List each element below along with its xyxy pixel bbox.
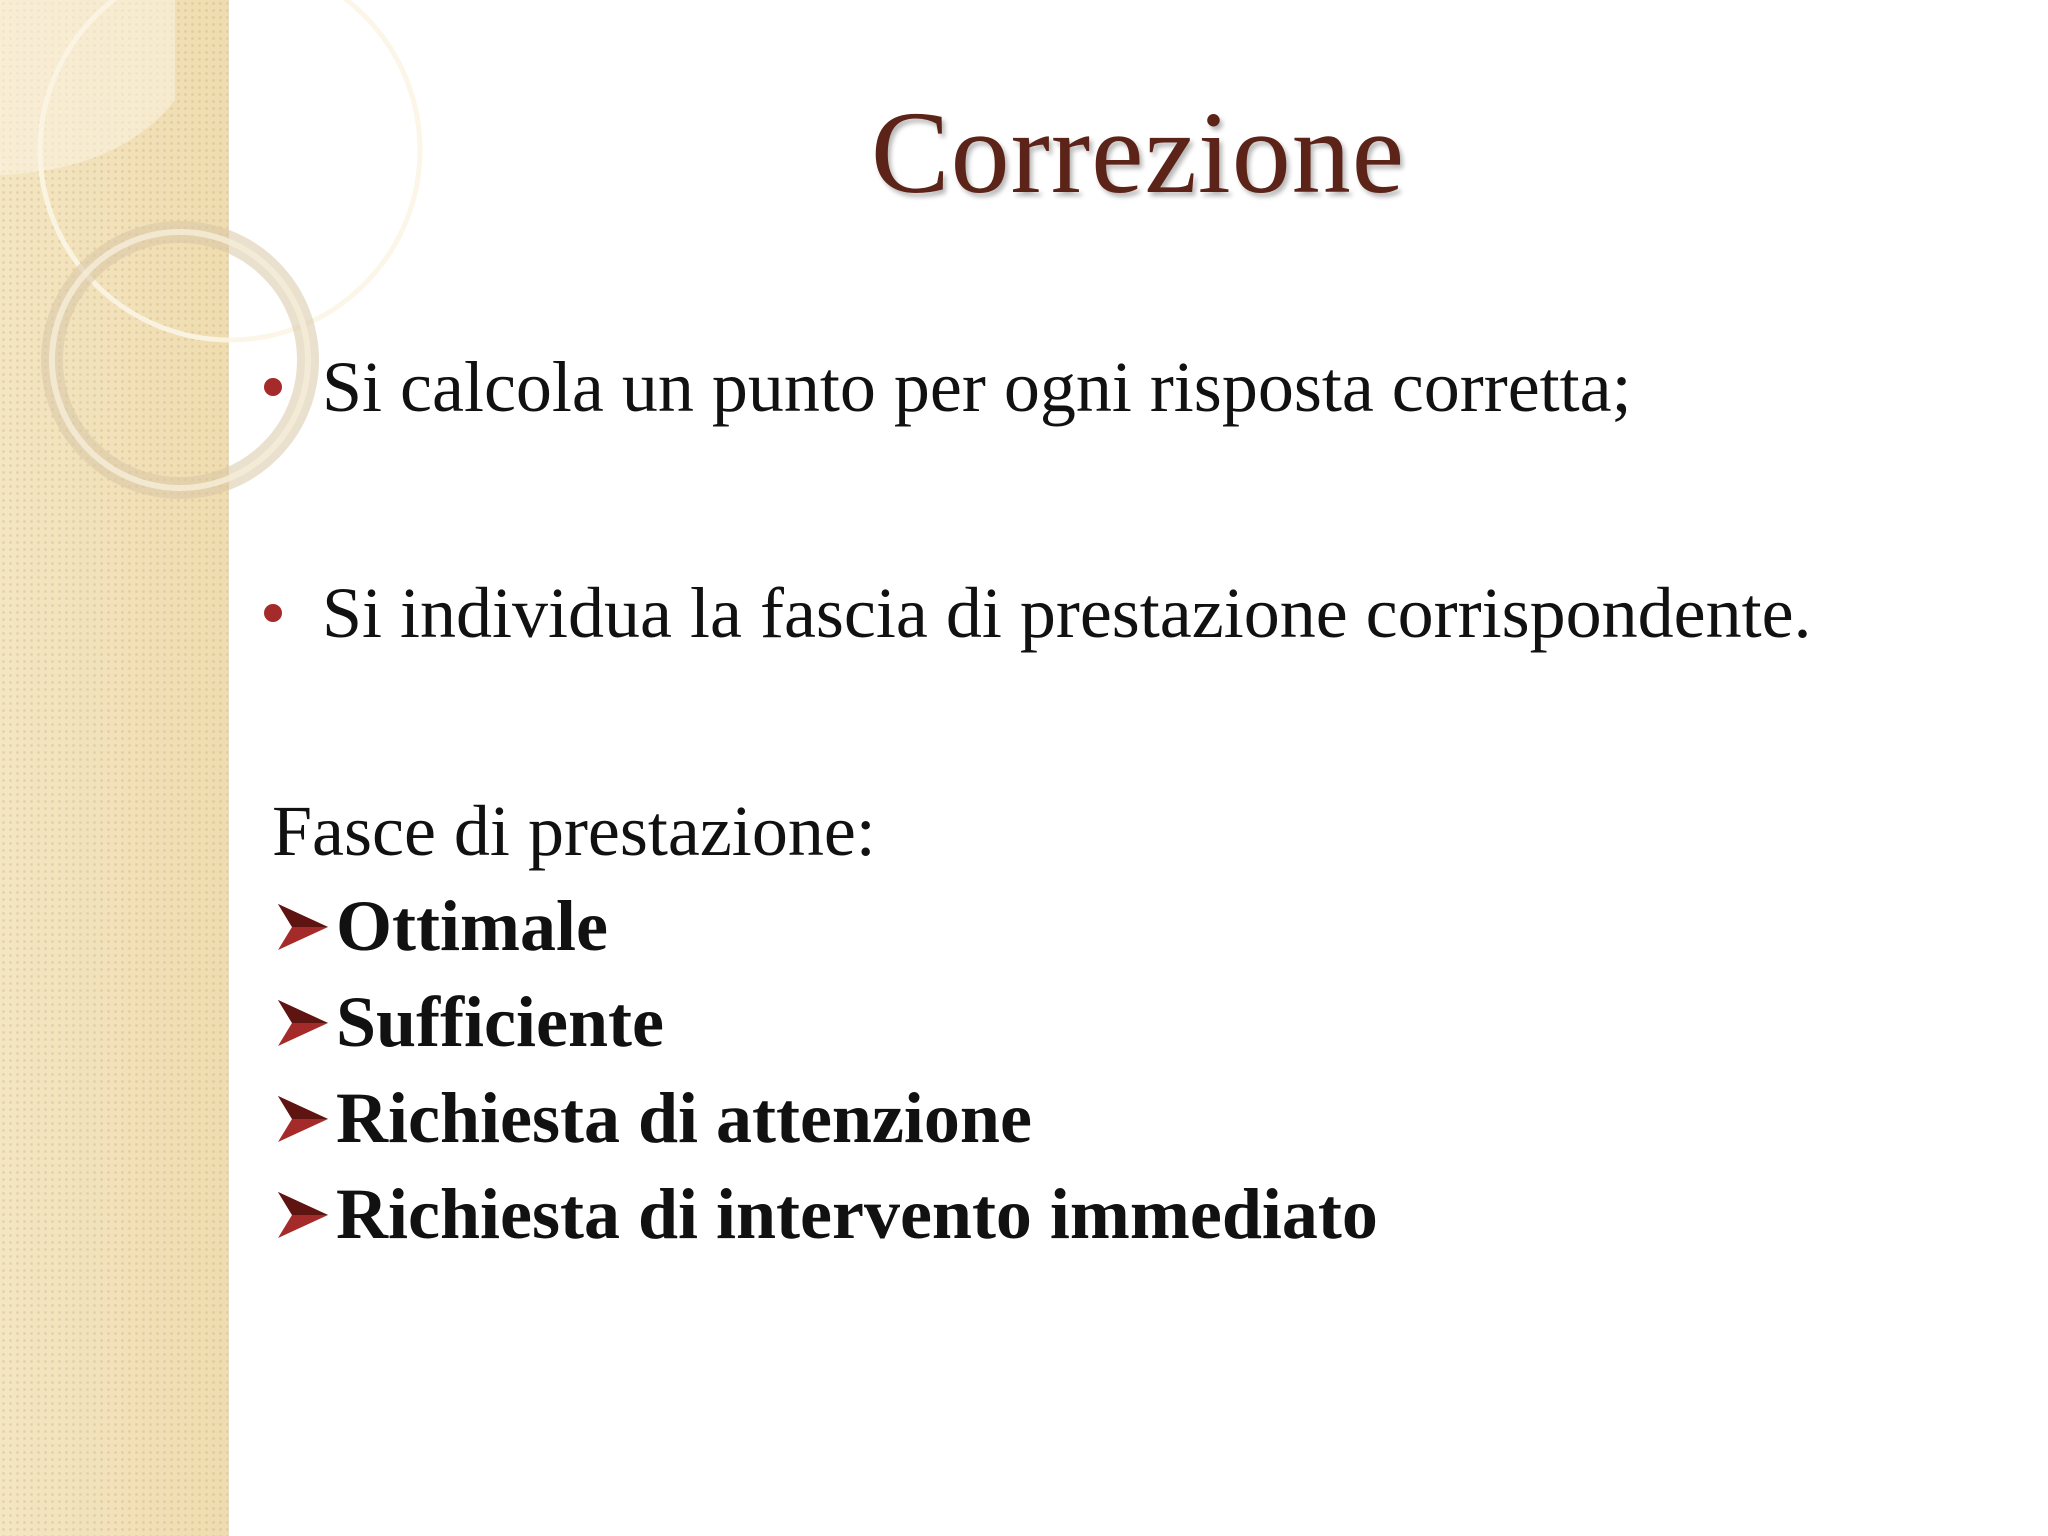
arrowhead-icon [276, 900, 330, 954]
level-label: Richiesta di attenzione [336, 1078, 1032, 1158]
level-label: Sufficiente [336, 982, 664, 1062]
bullet-dot-icon [264, 378, 282, 396]
slide-title: Correzione [870, 87, 1406, 218]
arrowhead-icon [276, 1188, 330, 1242]
bullet-text: Si individua la fascia di prestazione corrispondente. [322, 573, 1812, 653]
arrowhead-icon [276, 996, 330, 1050]
arrowhead-icon [276, 1092, 330, 1146]
level-label: Richiesta di intervento immediato [336, 1174, 1378, 1254]
bullet-dot-icon [264, 604, 282, 622]
bullet-text: Si calcola un punto per ogni risposta corretta; [322, 347, 1632, 427]
level-label: Ottimale [336, 886, 608, 966]
decorative-rings [0, 0, 240, 520]
fasce-heading: Fasce di prestazione: [272, 791, 876, 871]
